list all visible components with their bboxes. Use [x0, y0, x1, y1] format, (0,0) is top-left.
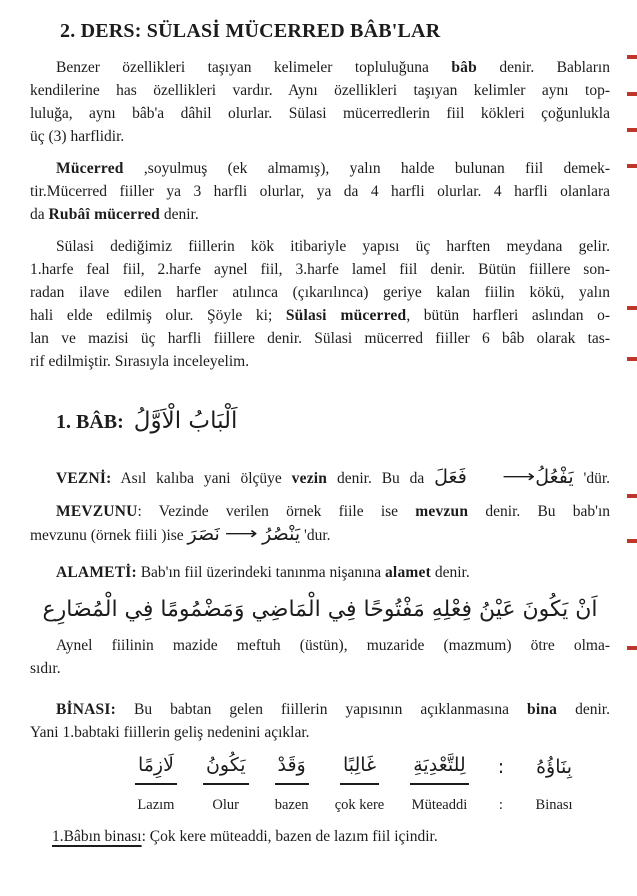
bina-arabic-word: : [497, 756, 505, 778]
bina-arabic-word: بِنَاؤُهُ [536, 756, 573, 778]
bina-turkish-gloss: bazen [274, 797, 309, 813]
text-line: da Rubâî mücerred denir. [30, 206, 199, 223]
text-line: Benzer özellikleri taşıyan kelimeler topluluğuna bâb denir. Babların [56, 59, 610, 76]
text-line: Yani 1.babtaki fiillerin geliş nedenini açıklar. [30, 724, 310, 741]
paragraph-sulasi-explanation [30, 235, 610, 373]
mevzunu-line2: mevzunu (örnek fiili )ise نَصَرَ ⟶ يَنْصُرُ 'dur. [30, 523, 331, 545]
bina-turkish-gloss: Lazım [137, 797, 175, 813]
bina-word-column [533, 754, 575, 813]
bina-turkish-gloss: : [498, 797, 503, 813]
margin-correction-mark [627, 306, 637, 310]
alamet-arabic-sentence: اَنْ يَكُونَ عَيْنُ فِعْلِهِ مَفْتُوحًا فِي الْمَاضِي وَمَضْمُومًا فِي الْمُضَارِع [42, 597, 598, 622]
margin-correction-mark [627, 55, 637, 59]
arabic-mazi-form: نَصَرَ [187, 523, 220, 545]
paragraph-mucerred-definition [30, 157, 610, 226]
bina-turkish-gloss: Olur [212, 797, 240, 813]
text-line: radan ilave edilen harfler atılınca (çıkarılınca) geriye kalan fiilin kökü, yalın [30, 284, 610, 301]
bina-word-column [335, 752, 385, 813]
margin-correction-mark [627, 494, 637, 498]
suffix-text: 'dür. [583, 470, 611, 487]
text-line: luluğa, aynı bâb'a dâhil olurlar. Sülasi mücerredlerin fiil kökleri çoğunlukla [30, 105, 610, 122]
bina-arabic-word: لِلتَّعْدِيَةِ [410, 752, 468, 785]
bina-word-column [135, 752, 177, 813]
bina-word-column [275, 752, 309, 813]
mevzunu-line1: MEVZUNU: Vezinde verilen örnek fiile ise mevzun denir. Bu bab'ın [56, 503, 611, 520]
page-title: 2. DERS: SÜLASİ MÜCERRED BÂB'LAR [60, 20, 441, 42]
suffix-text: 'dur. [304, 527, 331, 544]
bina-arabic-word: غَالِبًا [340, 752, 379, 785]
bina-analysis-row [100, 752, 610, 813]
bina-word-column [495, 754, 507, 813]
margin-correction-mark [627, 92, 637, 96]
text-line: tir.Mücerred fiiller ya 3 harfli olurlar, ya da 4 harfli olurlar. 4 harfli olanlara [30, 183, 610, 200]
text-line: Aynel fiilinin mazide meftuh (üstün), muzaride (mazmum) ötre olma- [56, 637, 610, 654]
bina-arabic-word: وَقَدْ [275, 752, 309, 785]
paragraph-bab-definition [30, 56, 610, 148]
text-line: lan ve mazisi üç harfli fiillere denir. Sülasi mücerred fiiller 6 bâb olarak tas- [30, 330, 610, 347]
text-line: kendilerine has özellikleri vardır. Aynı özellikleri taşıyan kelimler aynı top- [30, 82, 610, 99]
bina-word-column [410, 752, 468, 813]
bab1-arabic-title: اَلْبَابُ الْاَوَّلُ [133, 408, 238, 434]
margin-correction-mark [627, 128, 637, 132]
text-line: BİNASI: Bu babtan gelen fiillerin yapısının açıklanmasına bina denir. [56, 701, 610, 718]
bina-arabic-word: يَكُونُ [203, 752, 249, 785]
right-arrow-icon: ⟶ [224, 524, 258, 544]
margin-correction-mark [627, 646, 637, 650]
summary-underlined-phrase: 1.Bâbın binası [52, 828, 142, 845]
paragraph-binasi-intro [30, 698, 610, 744]
alameti-line: ALAMETİ: Bab'ın fiil üzerindeki tanınma nişanına alamet denir. [56, 564, 470, 581]
text-line: hali elde edilmiş olur. Şöyle ki; Sülasi mücerred, bütün harfleri aslından o- [30, 307, 611, 324]
mevzunu-block [30, 500, 610, 547]
text-line: rif edilmiştir. Sırasıyla inceleyelim. [30, 353, 250, 370]
bina-turkish-gloss: Müteaddi [411, 797, 468, 813]
section-heading-bab1 [56, 401, 610, 442]
text-line: sıdır. [30, 660, 61, 677]
text-line: Mücerred ,soyulmuş (ek almamış), yalın halde bulunan fiil demek- [56, 160, 610, 177]
margin-correction-mark [627, 539, 637, 543]
bab1-label: 1. BÂB: [56, 411, 124, 433]
arabic-muzari-form: يَفْعُلُ [535, 466, 574, 488]
bina-turkish-gloss: çok kere [334, 797, 385, 813]
vezni-line: VEZNİ: Asıl kalıba yani ölçüye vezin denir. Bu da فَعَلَ ⟶يَفْعُلُ 'dür. [56, 466, 611, 488]
text-line: 1.harfe feal fiil, 2.harfe aynel fiil, 3.harfe lamel fiil denir. Bütün fiillere son- [30, 261, 610, 278]
text-line: Sülasi dediğimiz fiillerin kök itibariyle yapısı üç harften meydana gelir. [56, 238, 610, 255]
bina-word-column [203, 752, 249, 813]
arabic-muzari-form: يَنْصُرُ [262, 523, 301, 545]
summary-rest: : Çok kere müteaddi, bazen de lazım fiil içindir. [141, 828, 438, 845]
bab1-bina-summary [52, 825, 610, 848]
bina-arabic-word: لَازِمًا [135, 752, 177, 785]
paragraph-aynel-explanation [30, 634, 610, 680]
margin-correction-mark [627, 357, 637, 361]
text-line: üç (3) harflidir. [30, 128, 125, 145]
arabic-mazi-form: فَعَلَ [434, 466, 467, 488]
margin-correction-mark [627, 164, 637, 168]
bina-turkish-gloss: Binası [535, 797, 573, 813]
right-arrow-icon: ⟶ [502, 467, 536, 487]
